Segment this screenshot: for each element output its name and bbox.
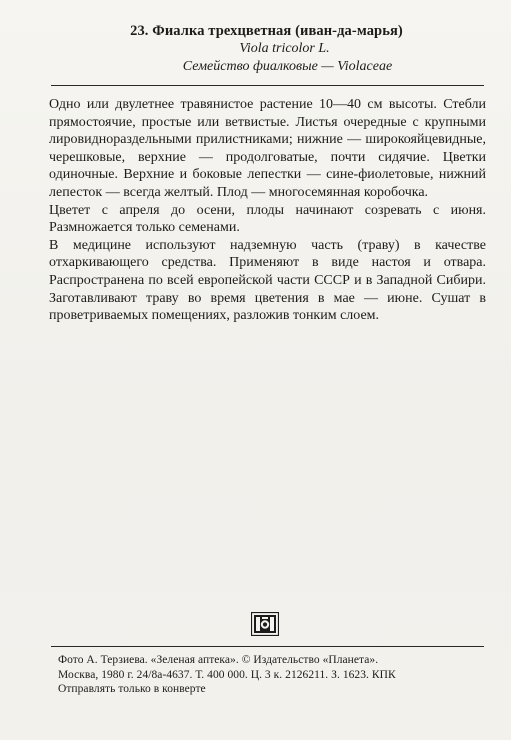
publisher-logo-icon (251, 612, 279, 636)
latin-name: Viola tricolor L. (239, 41, 330, 56)
description-paragraph: В медицине используют надземную часть (траву) в качестве отхаркивающего средства. Применяют в виде настоя и отвара. Распространена по всей европейской части СССР и в Западной Сибири. Заготавливают траву во время цветения в мае — июне. Сушат в проветриваемых помещениях, разложив тонким слоем. (49, 237, 486, 324)
imprint-line: Отправлять только в конверте (58, 683, 206, 696)
description-text (49, 96, 486, 325)
heading-block (0, 22, 511, 76)
imprint-line: Фото А. Терзиева. «Зеленая аптека». © Издательство «Планета». (58, 654, 379, 666)
page-title: 23. Фиалка трехцветная (иван-да-марья) (130, 23, 403, 39)
description-paragraph: Цветет с апреля до осени, плоды начинают созревать с июня. Размножается только семенами. (49, 202, 486, 236)
top-divider (51, 85, 484, 86)
plant-family: Семейство фиалковые — Violaceae (182, 59, 393, 74)
description-paragraph: Одно или двулетнее травянистое растение 10—40 см высоты. Стебли прямостоячие, простые или ветвистые. Листья очередные с крупными лировиднораздельными прилистниками; нижние — широкояйцевидные, черешковые, верхние — продолговатые, почти сидячие. Цветки одиночные. Верхние и боковые лепестки — сине-фиолетовые, нижний лепесток — всегда желтый. Плод — многосемянная коробочка. (49, 97, 486, 200)
bottom-divider (51, 646, 484, 647)
imprint-line: Москва, 1980 г. 24/8а-4637. Т. 400 000. Ц. 3 к. 2126211. З. 1623. КПК (58, 668, 396, 681)
imprint-footer (58, 653, 488, 697)
